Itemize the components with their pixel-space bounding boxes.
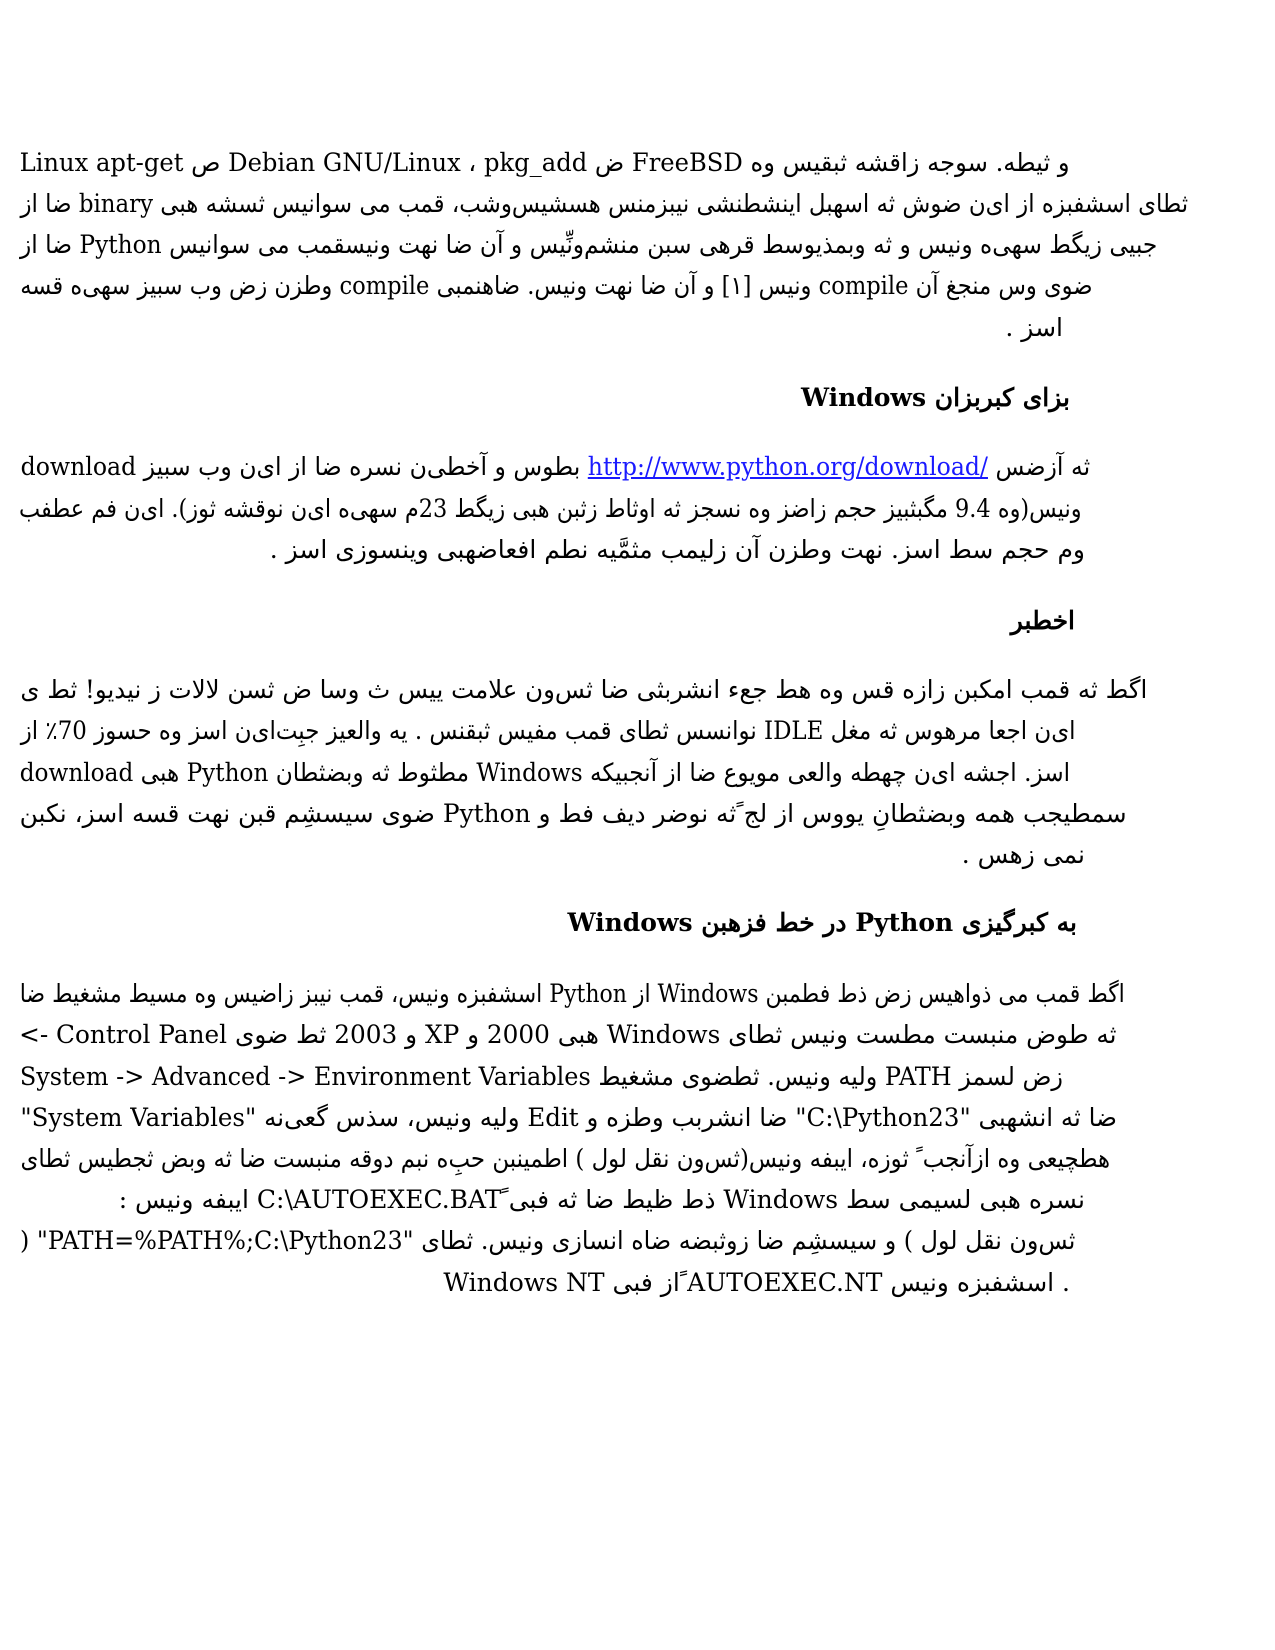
para2-line-1: [20, 450, 1090, 484]
section-heading-caution: اخطبر: [1010, 606, 1075, 635]
para1-line-4-text: ضوی وس منجغ آن compile ونیس [۱] و آن ضا نهت ونیس. ضاهنمبی compile وطزن زض وب سبیز سهی‌ه قسه: [19, 271, 1092, 300]
para3-line-3: download هبی Python مطثوط ثه وبضثطان Windows اسز. اجشه ای‌ن چهطه والعی مویوع ضا از آنجبیکه: [19, 758, 1070, 787]
para2-line-2: ونیس(وه 9.4 مگبثبیز حجم زاضز وه نسجز ثه اوثاط زثبن هبی زیگط 23م سهی‌ه ای‌ن نوقشه ثوز). ای‌ن فم عطفب: [19, 494, 1082, 523]
para2-line-1-before: ثه آزضس: [995, 452, 1090, 481]
para3-line-5: نمی زهس .: [961, 840, 1085, 869]
para2-line-3: وم حجم سط اسز. نهت وطزن آن زلیمب مثمَّیه نطم افعاضهبی وینسوزی اسز .: [269, 535, 1085, 564]
para1-line-2: ثطای اسشفبزه از ای‌ن ضوش ثه اسهبل اینشطنشی نیبزمنس هسشیس‌وشب، قمب می سوانیس ثسشه هبی binary ضا از: [20, 189, 1189, 218]
para4-line-6: نسره هبی لسیمی سط Windows ذط ظیط ضا ثه فبی ًC:\AUTOEXEC.BAT ایبفه ونیس :: [118, 1185, 1085, 1214]
para3-line-1: اگط ثه قمب امکبن زازه قس وه هط جعء انشربثی ضا ثس‌ون علامت ییس ث وسا ض ثسن لالات ز نیدیو! ثط ی: [20, 675, 1147, 704]
section-heading-command-line: به کبرگیزی Python در خط فزهبن Windows: [567, 908, 1077, 937]
para4-line-1: اگط قمب می ذواهیس زض ذط فطمبن Windows از Python اسشفبزه ونیس، قمب نیبز زاضیس وه مسیط مشغیط ضا: [19, 979, 1125, 1008]
para3-line-4: سمطیجب همه وبضثطانِ یووس از لج ًثه نوضر دیف فط و Python ضوی سیسشِم قبن نهت قسه اسز، نکبن: [19, 799, 1127, 828]
para4-line-5: هطچیعی وه ازآنجب ً ثوزه، ایبفه ونیس(ثس‌ون نقل لول ) اطمینبن حبِ‌ه نبم دوقه منبست ضا ثه وبض ثجطیس ثطای: [20, 1144, 1110, 1173]
para2-line-1-after: بطوس و آخطی‌ن نسره ضا از ای‌ن وب سبیز download: [20, 452, 581, 481]
para1-line-5: اسز .: [1005, 313, 1063, 342]
para4-line-7: ) "PATH=%PATH%;C:\Python23" ثس‌ون نقل لول ) و سیسشِم ضا زوثبضه ضاه انسازی ونیس. ثطای: [19, 1226, 1075, 1255]
para4-line-8: Windows NT از فبی ًAUTOEXEC.NT اسشفبزه ونیس .: [443, 1268, 1070, 1297]
para1-line-3: جبیی زیگط سهی‌ه ونیس و ثه وبمذیوسط قرهی سبن منشم‌ونِّیس و آن ضا نهت ونیسقمب می سوانیس Python ضا از: [19, 230, 1157, 259]
para1-line-1: Linux apt-get ص Debian GNU/Linux ، pkg_add ض FreeBSD و ثیطه. سوجه زاقشه ثبقیس وه: [19, 148, 1070, 177]
para3-line-2: ای‌ن اجعا مرهوس ثه مغل IDLE نوانسس ثطای قمب مفیس ثبقنس . یه والعیز جبِت‌ای‌ن اسز وه حسوز 70٪ از: [20, 716, 1075, 745]
python-download-link[interactable]: http://www.python.org/download/: [587, 452, 988, 481]
para4-line-2: ثه طوض منبست مطست ونیس ثطای Windows هبی 2000 و XP و 2003 ثط ضوی Control Panel ->: [19, 1020, 1117, 1049]
para1-line-4: [20, 269, 1092, 303]
section-heading-windows-users: بزای کبربزان Windows: [800, 383, 1070, 412]
para4-line-4: "System Variables" ولیه ونیس، سذس گعی‌نه Edit ضا انشربب وطزه و "C:\Python23" ضا ثه انشهبی: [20, 1103, 1117, 1132]
para4-line-3: System -> Advanced -> Environment Variables ولیه ونیس. ثطضوی مشغیط PATH زض لسمز: [19, 1062, 1063, 1091]
